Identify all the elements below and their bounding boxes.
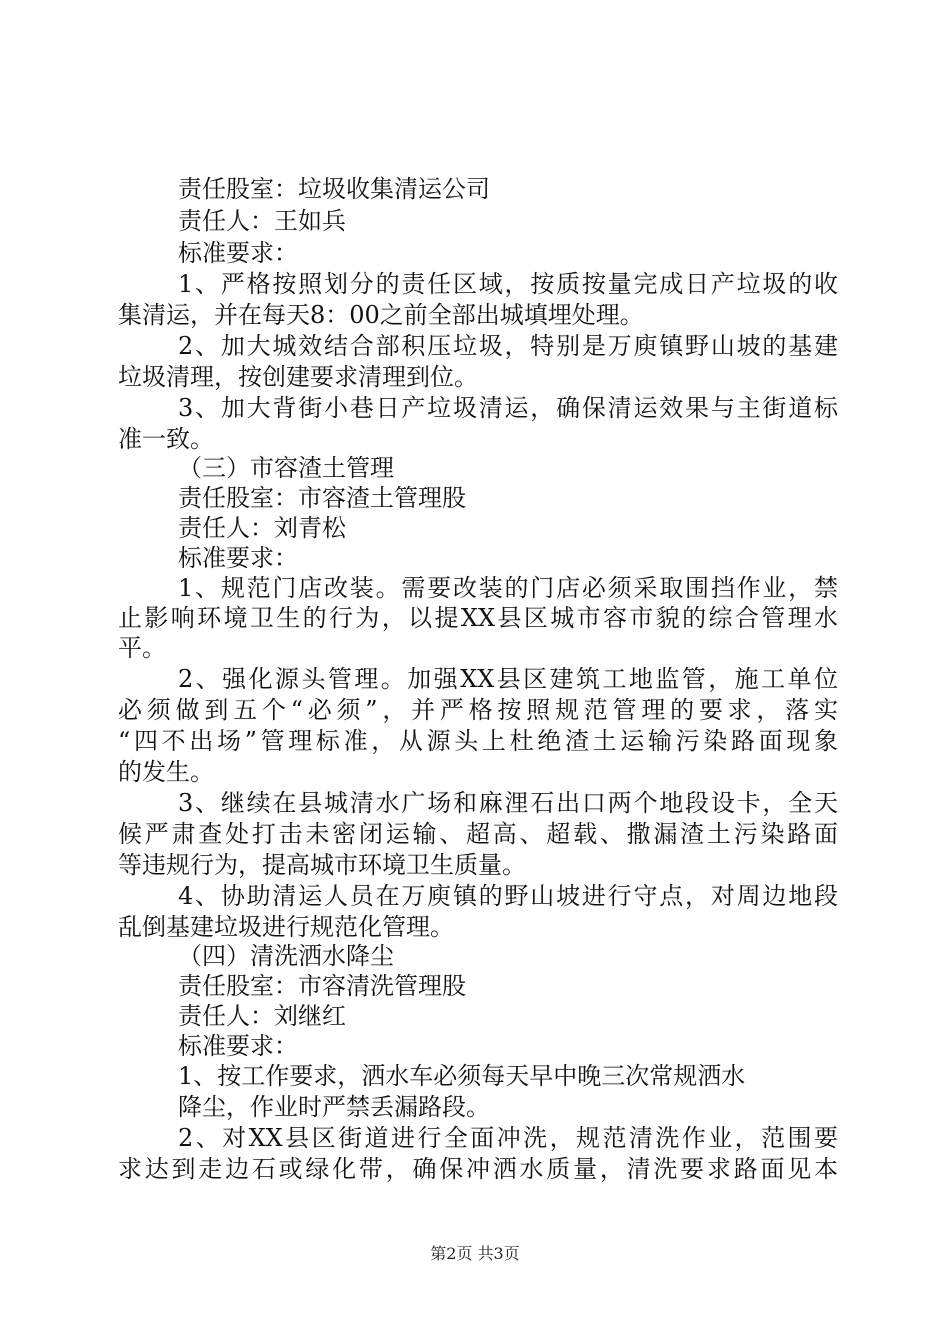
text-line: 2、加大城效结合部积压垃圾，特别是万庾镇野山坡的基建: [178, 332, 838, 360]
text-line: 责任股室：市容清洗管理股: [178, 972, 466, 1000]
text-line: 责任股室：市容渣土管理股: [178, 484, 466, 512]
text-line: 责任股室：垃圾收集清运公司: [178, 175, 490, 203]
text-line: 候严肃查处打击未密闭运输、超高、超载、撒漏渣土污染路面: [118, 820, 838, 848]
text-line: 垃圾清理，按创建要求清理到位。: [118, 363, 478, 391]
text-line: 1、按工作要求，洒水车必须每天早中晚三次常规洒水: [178, 1062, 746, 1090]
text-line: 3、加大背街小巷日产垃圾清运，确保清运效果与主街道标: [178, 394, 838, 422]
text-line: 止影响环境卫生的行为，以提XX县区城市容市貌的综合管理水: [118, 604, 838, 632]
page-footer: 第2页 共3页: [430, 1244, 520, 1263]
text-line: 等违规行为，提高城市环境卫生质量。: [118, 851, 526, 879]
section-heading: （三）市容渣土管理: [178, 454, 394, 482]
section-heading: （四）清洗洒水降尘: [178, 942, 394, 970]
text-line: 2、对XX县区街道进行全面冲洗，规范清洗作业，范围要: [178, 1124, 838, 1152]
text-line: 乱倒基建垃圾进行规范化管理。: [118, 913, 454, 941]
text-line: 标准要求：: [178, 239, 298, 267]
text-line: 责任人：刘青松: [178, 514, 346, 542]
text-line: 标准要求：: [178, 544, 298, 572]
text-line: 1、严格按照划分的责任区域，按质按量完成日产垃圾的收: [178, 270, 838, 298]
text-line: 必须做到五个“必须”，并严格按照规范管理的要求，落实: [118, 696, 838, 724]
text-line: 集清运，并在每天8：00之前全部出城填埋处理。: [118, 301, 644, 329]
text-line: 责任人：王如兵: [178, 207, 346, 235]
text-line: 责任人：刘继红: [178, 1002, 346, 1030]
text-line: 2、强化源头管理。加强XX县区建筑工地监管，施工单位: [178, 665, 838, 693]
text-line: 降尘，作业时严禁丢漏路段。: [178, 1093, 490, 1121]
text-line: 4、协助清运人员在万庾镇的野山坡进行守点，对周边地段: [178, 882, 838, 910]
text-line: 平。: [118, 634, 166, 662]
text-line: 标准要求：: [178, 1032, 298, 1060]
text-line: “四不出场”管理标准，从源头上杜绝渣土运输污染路面现象: [118, 727, 838, 755]
text-line: 求达到走边石或绿化带，确保冲洒水质量，清洗要求路面见本: [118, 1155, 838, 1183]
text-line: 3、继续在县城清水广场和麻浬石出口两个地段设卡，全天: [178, 789, 838, 817]
text-line: 的发生。: [118, 758, 214, 786]
text-line: 准一致。: [118, 425, 214, 453]
text-line: 1、规范门店改装。需要改装的门店必须采取围挡作业，禁: [178, 574, 838, 602]
